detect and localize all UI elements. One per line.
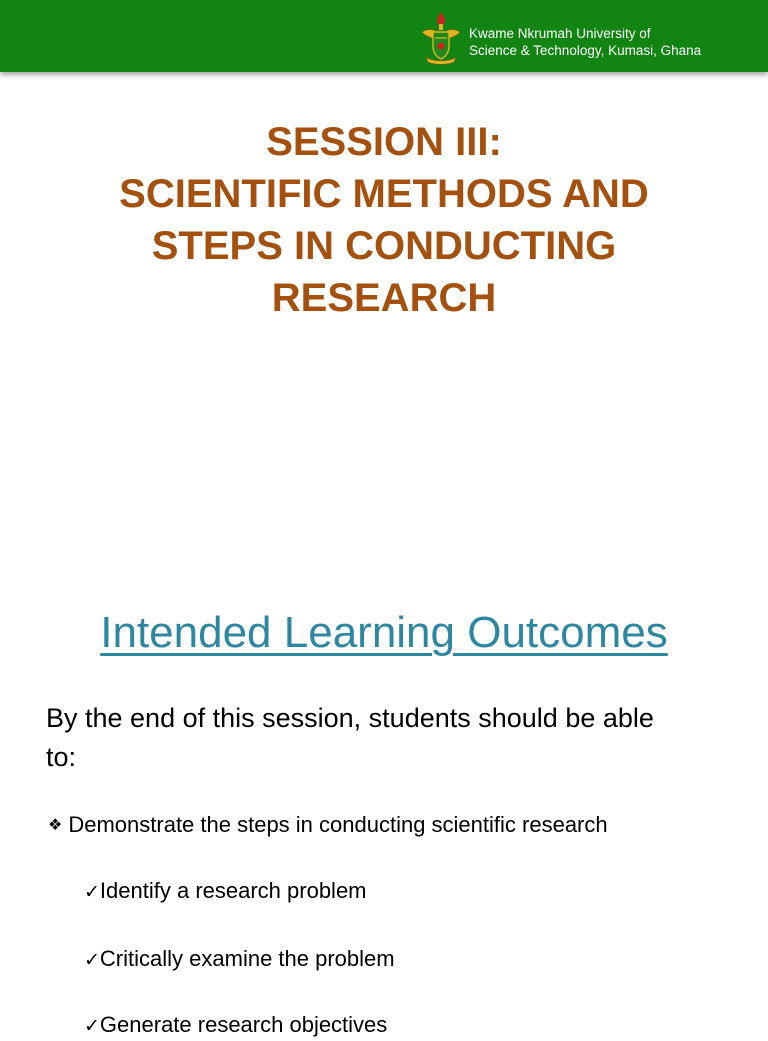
checkmark-icon: ✓ (84, 881, 100, 903)
knust-crest-icon (418, 10, 464, 66)
intro-line-1: By the end of this session, students should be able (46, 703, 654, 733)
checkmark-icon: ✓ (84, 1015, 100, 1037)
diamond-bullet-icon: ❖ (48, 815, 63, 834)
university-name-line-1: Kwame Nkrumah University of (469, 26, 651, 41)
university-name (469, 25, 701, 59)
checkmark-icon: ✓ (84, 949, 100, 971)
session-title-line-3: STEPS IN CONDUCTING (151, 224, 617, 268)
session-title-line-1: SESSION III: (266, 120, 502, 164)
intro-line-2: to: (46, 742, 77, 772)
check-item (84, 876, 367, 907)
session-title-line-4: RESEARCH (271, 276, 497, 320)
check-item-text: Generate research objectives (99, 1012, 388, 1037)
check-item-text: Identify a research problem (99, 878, 367, 903)
university-name-line-2: Science & Technology, Kumasi, Ghana (469, 43, 702, 58)
session-title-line-2: SCIENTIFIC METHODS AND (119, 172, 649, 216)
check-item (84, 944, 395, 975)
intro-text (46, 699, 736, 777)
check-item-text: Critically examine the problem (99, 946, 395, 971)
bullet-item (48, 810, 608, 841)
outcomes-heading: Intended Learning Outcomes (100, 608, 668, 657)
bullet-text: Demonstrate the steps in conducting scientific research (68, 812, 608, 837)
check-item (84, 1010, 387, 1041)
session-title (0, 116, 768, 324)
header-bar (0, 0, 768, 72)
